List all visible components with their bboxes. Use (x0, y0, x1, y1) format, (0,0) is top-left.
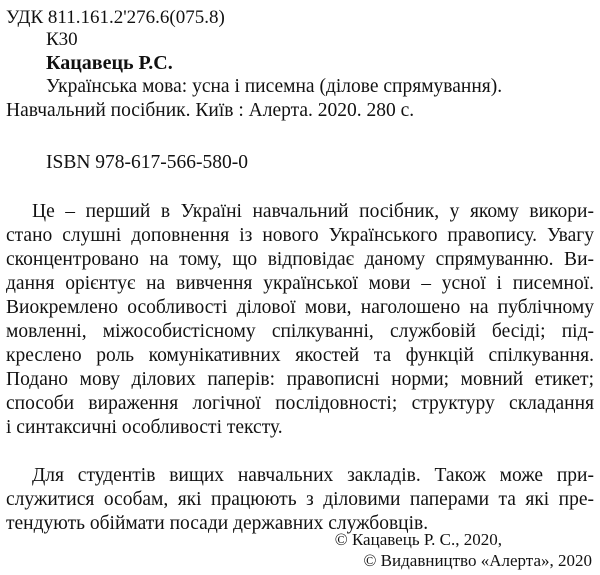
annotation-paragraph-1 (6, 200, 594, 440)
text-line: способи вираження логічної послідовності; структуру складання (6, 393, 594, 414)
text-line: Це – перший в Україні навчальний посібник, у якому викори- (32, 201, 594, 222)
bibliographic-title: Українська мова: усна і писемна (ділове спрямування). (46, 76, 503, 97)
text-line: Для студентів вищих навчальних закладів. Також може при- (32, 465, 594, 486)
isbn: ISBN 978-617-566-580-0 (46, 152, 249, 173)
classification-code: К30 (46, 29, 78, 50)
text-line: служитися особам, які працюють з діловими паперами та які пре- (6, 489, 594, 510)
text-line: Виокремлено особливості ділової мови, наголошено на публічному (6, 297, 594, 318)
text-line: Подано мову ділових паперів: правописні норми; мовний етикет; (6, 369, 594, 390)
bibliographic-details: Навчальний посібник. Київ : Алерта. 2020. 280 с. (6, 100, 415, 121)
text-line: тендують обіймати посади державних службовців. (6, 513, 429, 534)
text-line: сконцентровано на тому, що відповідає даному спрямуванню. Ви- (6, 249, 594, 270)
text-line: креслено роль комунікативних якостей та функцій спілкування. (6, 345, 594, 366)
text-line: і синтаксичні особливості тексту. (6, 417, 283, 438)
udk-code: УДК 811.161.2'276.6(075.8) (6, 7, 225, 28)
copyright-publisher: © Видавництво «Алерта», 2020 (363, 551, 592, 570)
text-line: стано слушні доповнення із нового Українського правопису. Увагу (6, 225, 594, 246)
copyright-author: © Кацавець Р. С., 2020, (334, 530, 502, 549)
text-line: мовленні, міжособистісному спілкуванні, службовій бесіді; під- (6, 321, 594, 342)
author-name: Кацавець Р.С. (46, 52, 173, 74)
annotation-paragraph-2 (6, 464, 594, 536)
text-line: дання орієнтує на вивчення української мови – усної і писемної. (6, 273, 594, 294)
